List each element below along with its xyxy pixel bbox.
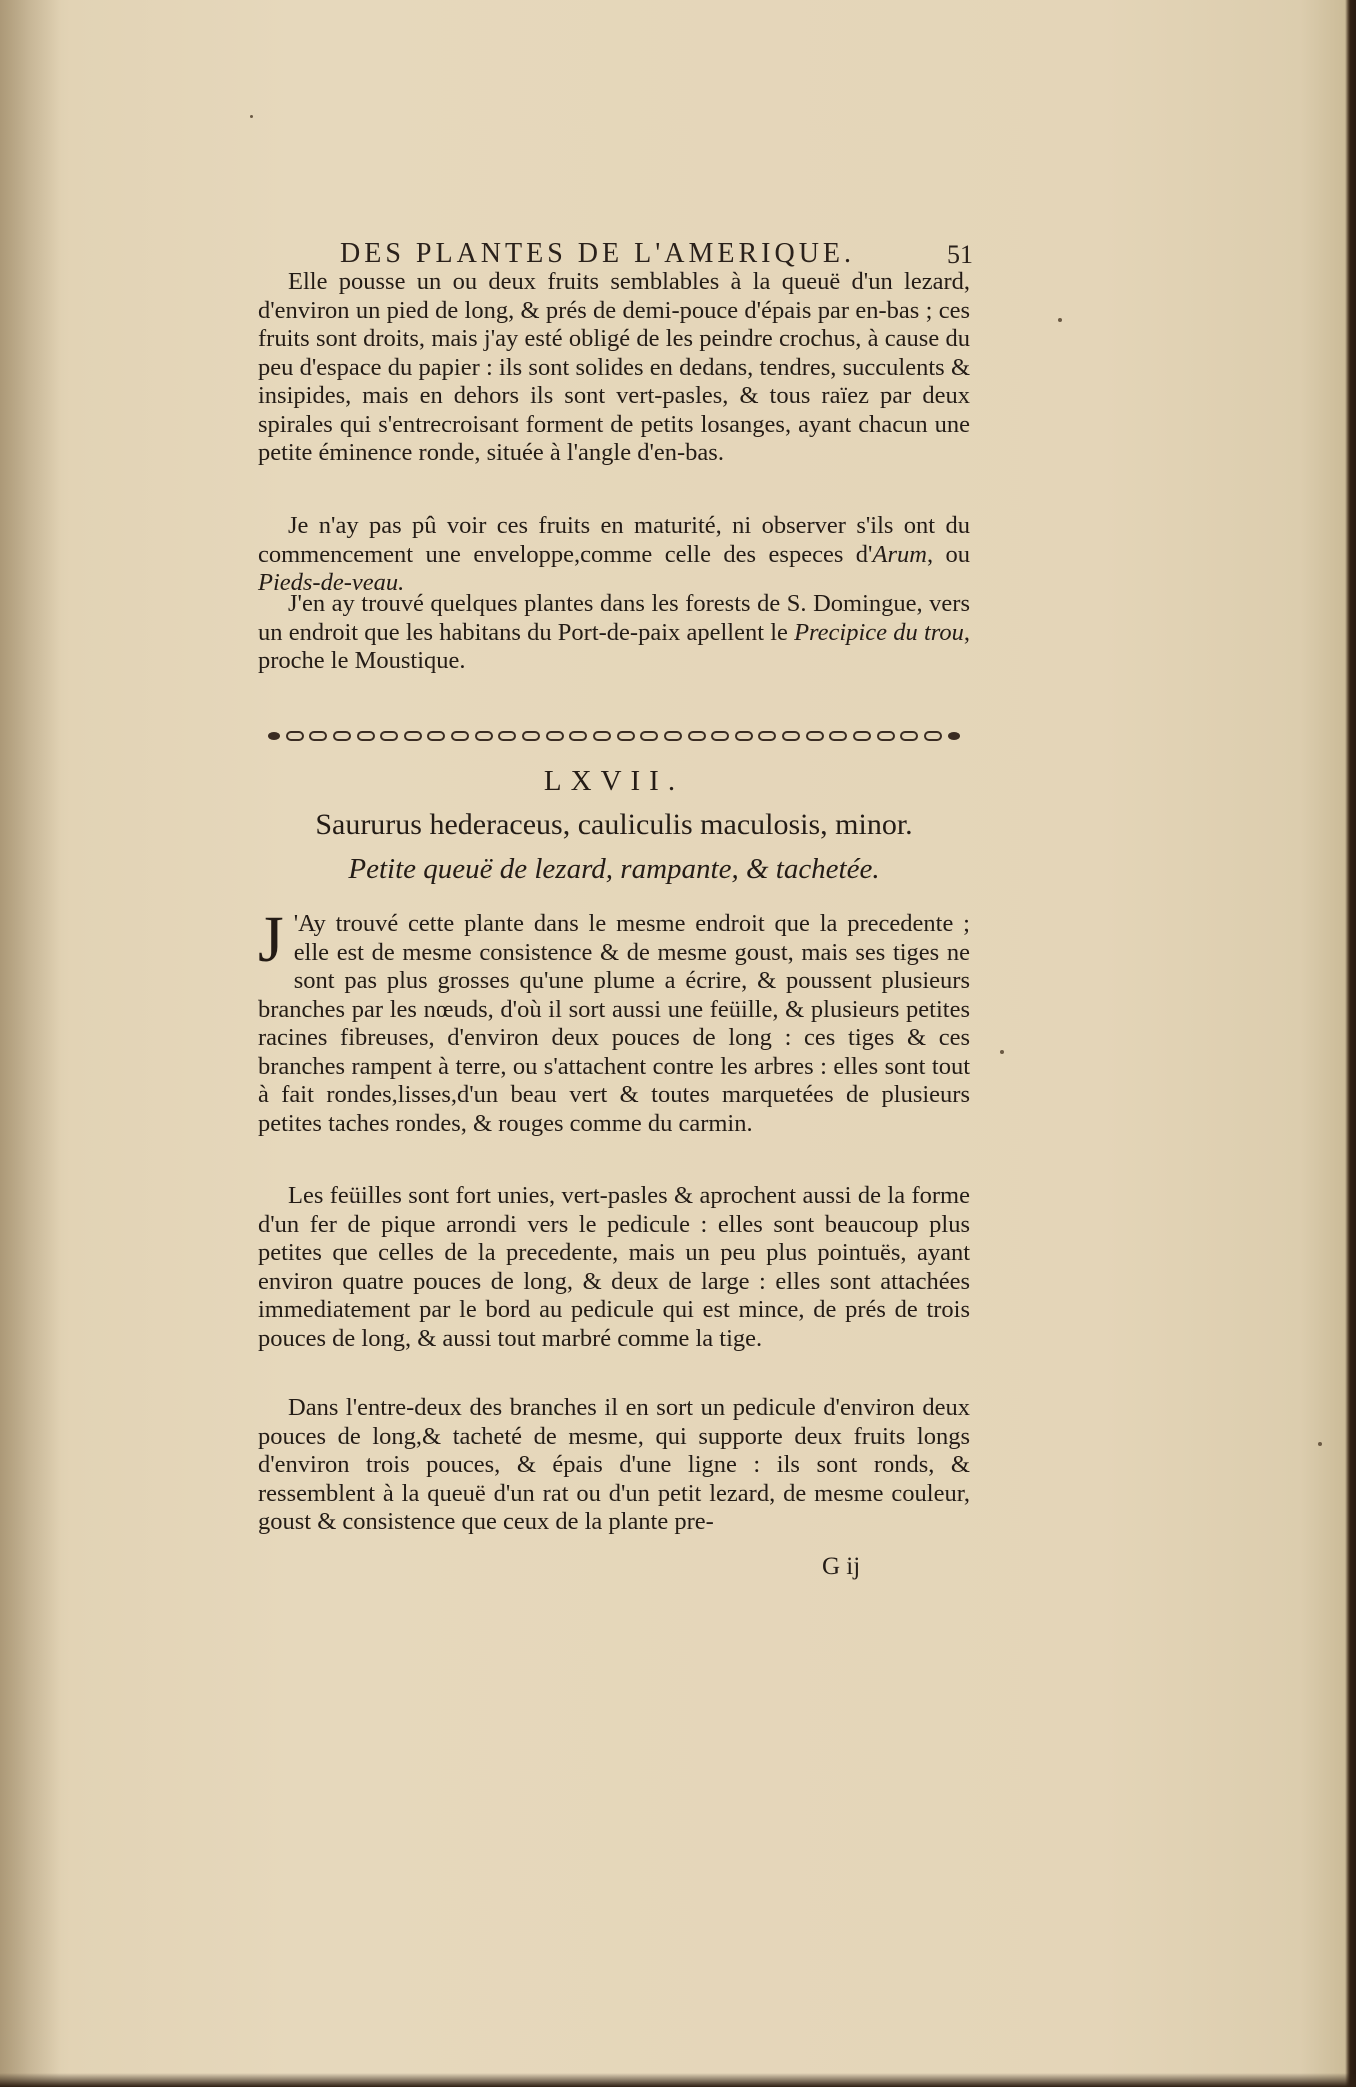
text-run: 'Ay trouvé cette plante dans le mesme endroit que la precedente ; elle est de mesme consistence & de mesme goust, mais ses tiges ne sont pas plus grosses qu'une plume a écrire, & poussent plusieurs branches par les nœuds, d'où il sort aussi une feüille, & plusieurs petites racines fibreuses, d'environ deux pouces de long : ces tiges & ces branches rampent à terre, ou s'attachent contre les arbres : elles sont tout à fait rondes,lisses,d'un beau vert & toutes marquetées de plusieurs petites taches rondes, & rouges comme du carmin. [258, 910, 970, 1137]
paragraph-text: Les feüilles sont fort unies, vert-pasles & aprochent aussi de la forme d'un fer de pique arrondi vers le pedicule : elles sont beaucoup plus petites que celles de la precedente, mais un peu plus pointuës, ayant environ quatre pouces de long, & deux de large : elles sont attachées immediatement par le bord au pedicule qui est mince, de prés de trois pouces de long, & aussi tout marbré comme la tige. [258, 1182, 970, 1352]
spine-shadow [0, 0, 60, 2087]
paragraph-text [258, 512, 970, 598]
italic-term-arum: Arum [872, 540, 927, 568]
paper-speck [1318, 1442, 1322, 1446]
paragraph-leaves [258, 1182, 970, 1353]
paragraph-fruits [258, 1394, 970, 1537]
italic-term-pieds-de-veau: Pieds-de-veau. [258, 569, 405, 596]
paragraph-text [258, 590, 970, 676]
paragraph-text: Dans l'entre-deux des branches il en sort un pedicule d'environ deux pouces de long,& tacheté de mesme, qui supporte deux fruits longs d'environ trois pouces, & épais d'une ligne : ils sont ronds, & ressemblent à la queuë d'un rat ou d'un petit lezard, de mesme couleur, goust & consistence que ceux de la plante pre- [258, 1394, 970, 1535]
text-run: J'en ay trouvé quelques plantes dans les forests de S. Domingue, vers un endroit que les habitans du Port-de-paix apellent le [258, 590, 970, 646]
page-edge-bottom [0, 2073, 1356, 2087]
running-title: DES PLANTES DE L'AMERIQUE. [340, 238, 856, 269]
italic-place-name: Precipice du trou [794, 618, 964, 646]
page-edge-right [1346, 0, 1356, 2087]
text-run: , proche le Moustique. [258, 618, 970, 674]
page-number: 51 [947, 240, 973, 269]
paragraph-fruit-description [258, 268, 970, 468]
section-number: LXVII. [543, 765, 685, 797]
paragraph-plant-description [258, 903, 970, 1138]
french-title: Petite queuë de lezard, rampante, & tachetée. [348, 853, 880, 885]
latin-title: Saururus hederaceus, cauliculis maculosis, minor. [315, 808, 913, 841]
paragraph-maturity [258, 512, 970, 598]
paragraph-location [258, 590, 970, 676]
paragraph-text [258, 903, 970, 1138]
text-run: , ou [926, 540, 971, 568]
drop-cap: J [258, 903, 284, 976]
text-run: Je n'ay pas pû voir ces fruits en maturité, ni observer s'ils ont du commencement une enveloppe,comme celle des especes d' [258, 512, 970, 568]
paragraph-text: Elle pousse un ou deux fruits semblables à la queuë d'un lezard, d'environ un pied de long, & prés de demi-pouce d'épais par en-bas ; ces fruits sont droits, mais j'ay esté obligé de les peindre crochus, à cause du peu d'espace du papier : ils sont solides en dedans, tendres, succulents & insipides, mais en dehors ils sont vert-pasles, & tous raïez par deux spirales qui s'entrecroisant forment de petits losanges, ayant chacun une petite éminence ronde, située à l'angle d'en-bas. [258, 268, 970, 466]
paper-speck [1000, 1050, 1004, 1054]
ornamental-divider [268, 726, 960, 746]
signature-mark: G ij [822, 1553, 861, 1580]
paper-speck [1058, 318, 1062, 322]
paper-speck [250, 115, 253, 118]
